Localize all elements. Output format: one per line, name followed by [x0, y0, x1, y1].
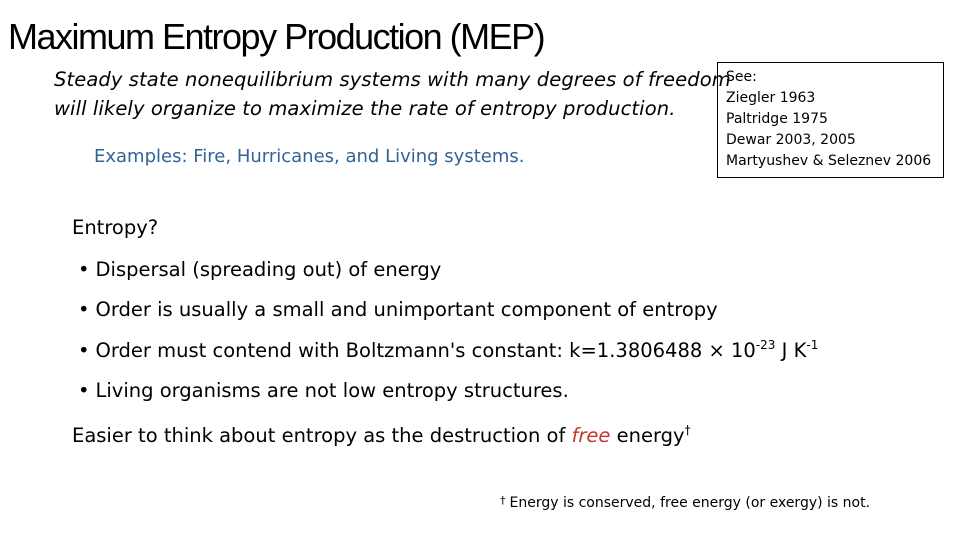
reference-item: Paltridge 1975	[726, 111, 828, 127]
reference-item: Martyushev & Seleznev 2006	[726, 153, 932, 169]
bullet-living-organisms	[78, 379, 569, 402]
bullet-text: Living organisms are not low entropy structures.	[95, 379, 569, 402]
footnote	[500, 494, 870, 511]
exponent: -23	[755, 338, 776, 352]
bullet-dispersal	[78, 258, 441, 281]
bullet-dot-icon: •	[78, 298, 90, 321]
thesis-line-1: Steady state nonequilibrium systems with many degrees of freedom	[54, 68, 731, 91]
unit-text: J K	[775, 339, 807, 362]
references-heading: See:	[726, 69, 757, 85]
reference-item: Ziegler 1963	[726, 90, 816, 106]
dagger-mark: †	[500, 494, 506, 507]
easier-prefix: Easier to think about entropy as the destruction of	[72, 424, 572, 447]
exponent: -1	[806, 338, 819, 352]
dagger-mark: †	[684, 423, 691, 437]
thesis-line-2: will likely organize to maximize the rate of entropy production.	[54, 97, 676, 120]
reference-item: Dewar 2003, 2005	[726, 132, 856, 148]
references-box	[717, 62, 944, 178]
bullet-text: Order is usually a small and unimportant component of entropy	[95, 298, 718, 321]
free-word: free	[571, 424, 611, 447]
bullet-dot-icon: •	[78, 258, 90, 281]
entropy-question: Entropy?	[72, 216, 159, 239]
easier-suffix: energy	[610, 424, 685, 447]
bullet-boltzmann	[78, 339, 818, 362]
bullet-text: Dispersal (spreading out) of energy	[95, 258, 442, 281]
bullet-text: Order must contend with Boltzmann's constant: k=1.3806488 × 10	[95, 339, 756, 362]
footnote-text: Energy is conserved, free energy (or exergy) is not.	[509, 495, 871, 511]
bullet-dot-icon: •	[78, 339, 90, 362]
bullet-dot-icon: •	[78, 379, 90, 402]
easier-statement	[72, 424, 691, 447]
slide-title: Maximum Entropy Production (MEP)	[8, 16, 545, 57]
examples-text: Examples: Fire, Hurricanes, and Living systems.	[94, 146, 525, 167]
bullet-order-small	[78, 298, 718, 321]
